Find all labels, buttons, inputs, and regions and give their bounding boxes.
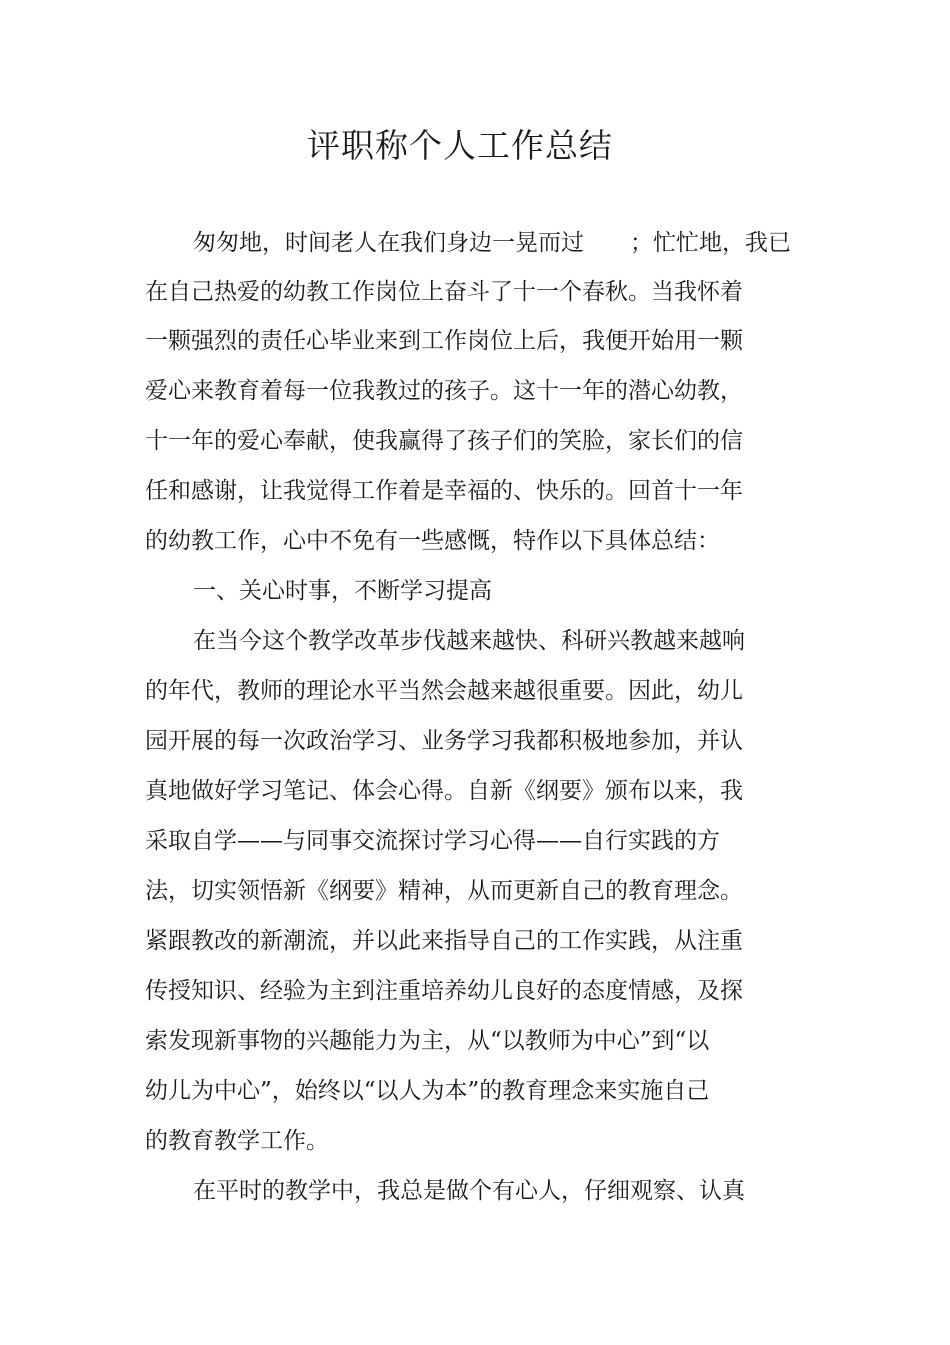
paragraph-line: 索发现新事物的兴趣能力为主，从“以教师为中心”到“以 xyxy=(145,1028,710,1054)
paragraph-line: 在自己热爱的幼教工作岗位上奋斗了十一个春秋。当我怀着 xyxy=(145,279,743,305)
paragraph-line: 匆匆地，时间老人在我们身边一晃而过 ；忙忙地，我已 xyxy=(193,230,791,256)
paragraph-line: 传授知识、经验为主到注重培养幼儿良好的态度情感，及探 xyxy=(145,978,743,1004)
section-heading: 一、关心时事，不断学习提高 xyxy=(193,578,492,604)
paragraph-line: 任和感谢，让我觉得工作着是幸福的、快乐的。回首十一年 xyxy=(145,478,743,504)
paragraph-line: 的教育教学工作。 xyxy=(145,1128,329,1154)
paragraph-line: 一颗强烈的责任心毕业来到工作岗位上后，我便开始用一颗 xyxy=(145,328,743,354)
paragraph-line: 紧跟教改的新潮流，并以此来指导自己的工作实践，从注重 xyxy=(145,928,743,954)
paragraph-line: 采取自学——与同事交流探讨学习心得——自行实践的方 xyxy=(145,828,720,854)
document-title: 评职称个人工作总结 xyxy=(307,126,613,165)
paragraph-line: 在平时的教学中，我总是做个有心人，仔细观察、认真 xyxy=(193,1178,745,1204)
paragraph-line: 爱心来教育着每一位我教过的孩子。这十一年的潜心幼教， xyxy=(145,378,743,404)
paragraph-line: 真地做好学习笔记、体会心得。自新《纲要》颁布以来，我 xyxy=(145,778,743,804)
paragraph-line: 园开展的每一次政治学习、业务学习我都积极地参加，并认 xyxy=(145,728,743,754)
paragraph-line: 十一年的爱心奉献，使我赢得了孩子们的笑脸，家长们的信 xyxy=(145,428,743,454)
paragraph-line: 在当今这个教学改革步伐越来越快、科研兴教越来越响 xyxy=(193,628,745,654)
paragraph-line: 法，切实领悟新《纲要》精神，从而更新自己的教育理念。 xyxy=(145,878,743,904)
paragraph-line: 的年代，教师的理论水平当然会越来越很重要。因此，幼儿 xyxy=(145,678,743,704)
paragraph-line: 幼儿为中心”，始终以“以人为本”的教育理念来实施自己 xyxy=(145,1078,710,1104)
paragraph-line: 的幼教工作，心中不免有一些感慨，特作以下具体总结： xyxy=(145,528,720,554)
